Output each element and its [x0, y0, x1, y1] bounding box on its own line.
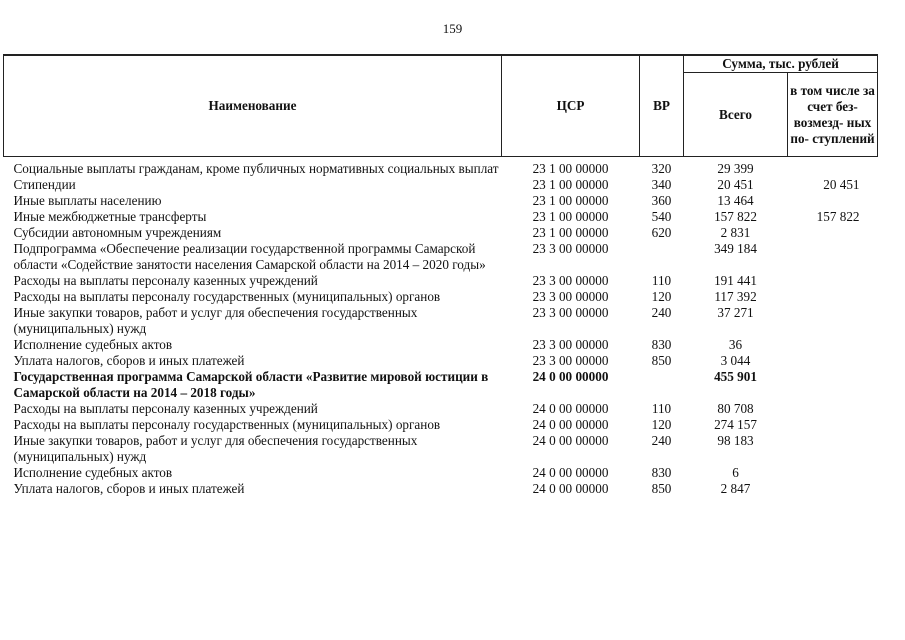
cell-vr: 120	[651, 289, 672, 304]
cell-free	[788, 369, 878, 401]
cell-csr: 23 3 00 00000	[532, 353, 609, 368]
table-row	[4, 177, 878, 193]
cell-vr: 540	[651, 209, 672, 224]
cell-csr: 24 0 00 00000	[532, 417, 609, 432]
cell-name: Расходы на выплаты персоналу государственных (муниципальных) органов	[13, 289, 441, 304]
cell-vr	[640, 241, 684, 273]
cell-free	[788, 273, 878, 289]
cell-csr: 24 0 00 00000	[532, 465, 609, 480]
cell-free: 157 822	[816, 209, 860, 224]
cell-name: Исполнение судебных актов	[13, 465, 173, 480]
cell-vr: 120	[651, 417, 672, 432]
cell-free	[788, 193, 878, 209]
cell-csr: 23 3 00 00000	[532, 289, 609, 304]
cell-csr: 23 1 00 00000	[532, 161, 609, 176]
cell-name: Социальные выплаты гражданам, кроме публичных нормативных социальных выплат	[13, 161, 499, 176]
cell-csr: 23 1 00 00000	[532, 177, 609, 192]
cell-name: Уплата налогов, сборов и иных платежей	[13, 353, 245, 368]
table-row	[4, 225, 878, 241]
table-row	[4, 417, 878, 433]
cell-free	[788, 241, 878, 273]
header-total: Всего	[684, 73, 788, 157]
header-csr: ЦСР	[502, 55, 640, 157]
cell-total: 3 044	[720, 353, 751, 368]
cell-vr: 240	[651, 305, 672, 320]
table-row	[4, 353, 878, 369]
cell-name: Иные межбюджетные трансферты	[13, 209, 207, 224]
cell-csr: 23 3 00 00000	[532, 305, 609, 320]
cell-total: 157 822	[714, 209, 757, 224]
table-row	[4, 305, 878, 337]
table-row	[4, 369, 878, 401]
cell-free	[788, 289, 878, 305]
cell-total: 80 708	[717, 401, 754, 416]
table-row	[4, 273, 878, 289]
cell-vr	[640, 369, 684, 401]
cell-total: 2 847	[720, 481, 751, 496]
cell-csr: 23 1 00 00000	[532, 209, 609, 224]
table-row	[4, 337, 878, 353]
cell-vr: 110	[651, 401, 672, 416]
table-header	[4, 55, 878, 157]
header-sum: Сумма, тыс. рублей	[684, 55, 878, 73]
cell-total: 117 392	[714, 289, 757, 304]
cell-free	[788, 417, 878, 433]
cell-vr: 830	[651, 337, 672, 352]
cell-vr: 620	[651, 225, 672, 240]
cell-csr: 23 1 00 00000	[532, 225, 609, 240]
cell-vr: 830	[651, 465, 672, 480]
page-number: 159	[442, 21, 463, 36]
table-row	[4, 481, 878, 497]
cell-csr: 23 3 00 00000	[532, 337, 609, 352]
cell-free	[788, 401, 878, 417]
cell-vr: 320	[651, 161, 672, 176]
table-row	[4, 401, 878, 417]
cell-name: Иные закупки товаров, работ и услуг для обеспечения государственных (муниципальных) нужд	[13, 433, 418, 464]
cell-total: 349 184	[714, 241, 757, 256]
cell-vr: 850	[651, 353, 672, 368]
cell-name: Государственная программа Самарской области «Развитие мировой юстиции в Самарской области на 2014 – 2018 годы»	[13, 369, 489, 400]
cell-name: Подпрограмма «Обеспечение реализации государственной программы Самарской области «Содействие занятости населения Самарской области на 2014 – 2020 годы»	[13, 241, 486, 272]
table-row	[4, 193, 878, 209]
cell-csr: 24 0 00 00000	[532, 481, 609, 496]
cell-total: 37 271	[717, 305, 754, 320]
header-vr: ВР	[640, 55, 684, 157]
cell-name: Субсидии автономным учреждениям	[13, 225, 222, 240]
cell-name: Расходы на выплаты персоналу казенных учреждений	[13, 401, 318, 416]
cell-free: 20 451	[823, 177, 860, 192]
cell-csr: 24 0 00 00000	[532, 433, 609, 448]
header-name: Наименование	[4, 55, 502, 157]
cell-total: 98 183	[717, 433, 754, 448]
cell-total: 29 399	[717, 161, 754, 176]
cell-name: Исполнение судебных актов	[13, 337, 173, 352]
cell-free	[788, 157, 878, 178]
table-row	[4, 209, 878, 225]
cell-vr: 110	[651, 273, 672, 288]
cell-csr: 24 0 00 00000	[532, 369, 609, 384]
cell-total: 20 451	[717, 177, 754, 192]
cell-free	[788, 433, 878, 465]
header-free: в том числе за счет без- возмезд- ных по- ступлений	[788, 73, 878, 157]
cell-total: 191 441	[714, 273, 757, 288]
table-row	[4, 157, 878, 178]
cell-free	[788, 465, 878, 481]
cell-csr: 23 3 00 00000	[532, 241, 609, 256]
cell-free	[788, 337, 878, 353]
cell-free	[788, 225, 878, 241]
cell-name: Расходы на выплаты персоналу государственных (муниципальных) органов	[13, 417, 441, 432]
cell-vr: 360	[651, 193, 672, 208]
table-row	[4, 465, 878, 481]
cell-vr: 340	[651, 177, 672, 192]
cell-total: 2 831	[720, 225, 751, 240]
table-row	[4, 289, 878, 305]
cell-total: 13 464	[717, 193, 754, 208]
cell-total: 6	[732, 465, 739, 480]
cell-name: Стипендии	[13, 177, 76, 192]
cell-total: 36	[728, 337, 743, 352]
cell-name: Расходы на выплаты персоналу казенных учреждений	[13, 273, 318, 288]
cell-csr: 24 0 00 00000	[532, 401, 609, 416]
table-body	[4, 157, 878, 498]
cell-free	[788, 481, 878, 497]
cell-csr: 23 1 00 00000	[532, 193, 609, 208]
cell-name: Иные закупки товаров, работ и услуг для обеспечения государственных (муниципальных) нужд	[13, 305, 418, 336]
cell-free	[788, 353, 878, 369]
cell-total: 455 901	[714, 369, 757, 384]
table-row	[4, 433, 878, 465]
cell-vr: 240	[651, 433, 672, 448]
cell-vr: 850	[651, 481, 672, 496]
table-row	[4, 241, 878, 273]
cell-total: 274 157	[714, 417, 757, 432]
budget-table	[3, 54, 878, 497]
cell-name: Уплата налогов, сборов и иных платежей	[13, 481, 245, 496]
cell-name: Иные выплаты населению	[13, 193, 162, 208]
cell-csr: 23 3 00 00000	[532, 273, 609, 288]
cell-free	[788, 305, 878, 337]
